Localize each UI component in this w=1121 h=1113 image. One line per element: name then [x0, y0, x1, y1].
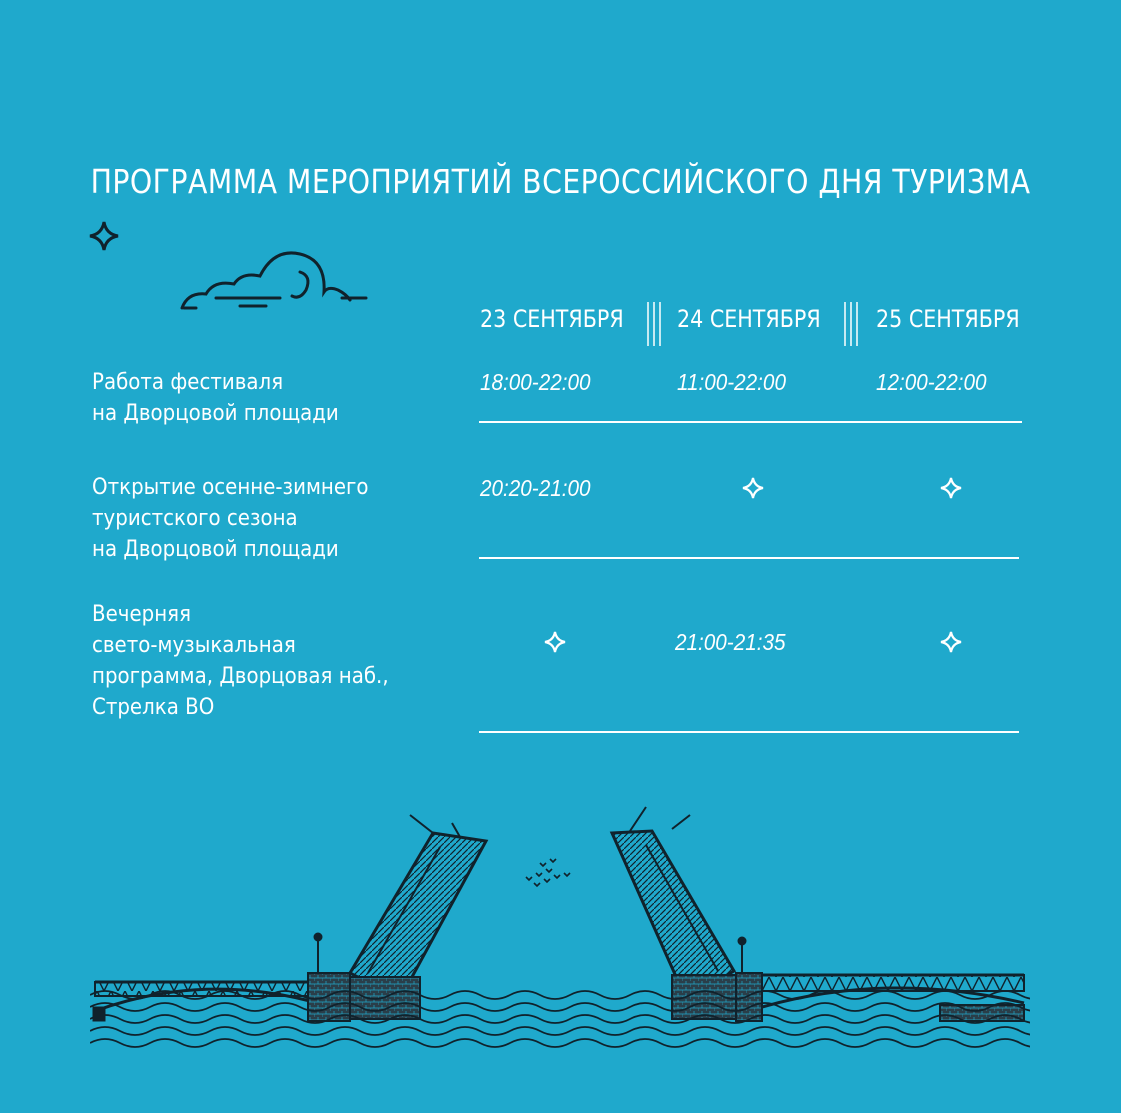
column-divider: [842, 302, 860, 346]
page-title: ПРОГРАММА МЕРОПРИЯТИЙ ВСЕРОССИЙСКОГО ДНЯ ТУРИЗМА: [90, 162, 1031, 202]
label-line: Работа фестиваля: [92, 370, 284, 395]
row-divider: [479, 731, 1019, 733]
time-cell: 12:00-22:00: [876, 369, 987, 395]
time-cell: 18:00-22:00: [480, 369, 591, 395]
time-cell: 11:00-22:00: [677, 369, 786, 395]
time-cell: 21:00-21:35: [675, 629, 786, 655]
four-point-star-icon: [88, 220, 120, 252]
event-label-festival: [92, 367, 339, 429]
label-line: свето-музыкальная: [92, 633, 296, 658]
row-divider: [479, 557, 1019, 559]
drawbridge-illustration: [90, 795, 1030, 1055]
time-cell: 20:20-21:00: [480, 475, 591, 501]
label-line: Вечерняя: [92, 602, 191, 627]
four-point-star-icon: [742, 477, 764, 499]
day-header-3: 25 СЕНТЯБРЯ: [876, 305, 1020, 333]
four-point-star-icon: [940, 631, 962, 653]
label-line: туристского сезона: [92, 506, 298, 531]
event-label-light-show: [92, 599, 389, 723]
label-line: на Дворцовой площади: [92, 537, 339, 562]
label-line: программа, Дворцовая наб.,: [92, 664, 389, 689]
event-label-season-opening: [92, 472, 369, 565]
label-line: Стрелка ВО: [92, 695, 215, 720]
label-line: Открытие осенне-зимнего: [92, 475, 369, 500]
day-header-1: 23 СЕНТЯБРЯ: [480, 305, 624, 333]
day-header-2: 24 СЕНТЯБРЯ: [677, 305, 821, 333]
cloud-icon: [176, 250, 372, 316]
label-line: на Дворцовой площади: [92, 401, 339, 426]
four-point-star-icon: [544, 631, 566, 653]
row-divider: [479, 421, 1022, 423]
column-divider: [645, 302, 663, 346]
four-point-star-icon: [940, 477, 962, 499]
